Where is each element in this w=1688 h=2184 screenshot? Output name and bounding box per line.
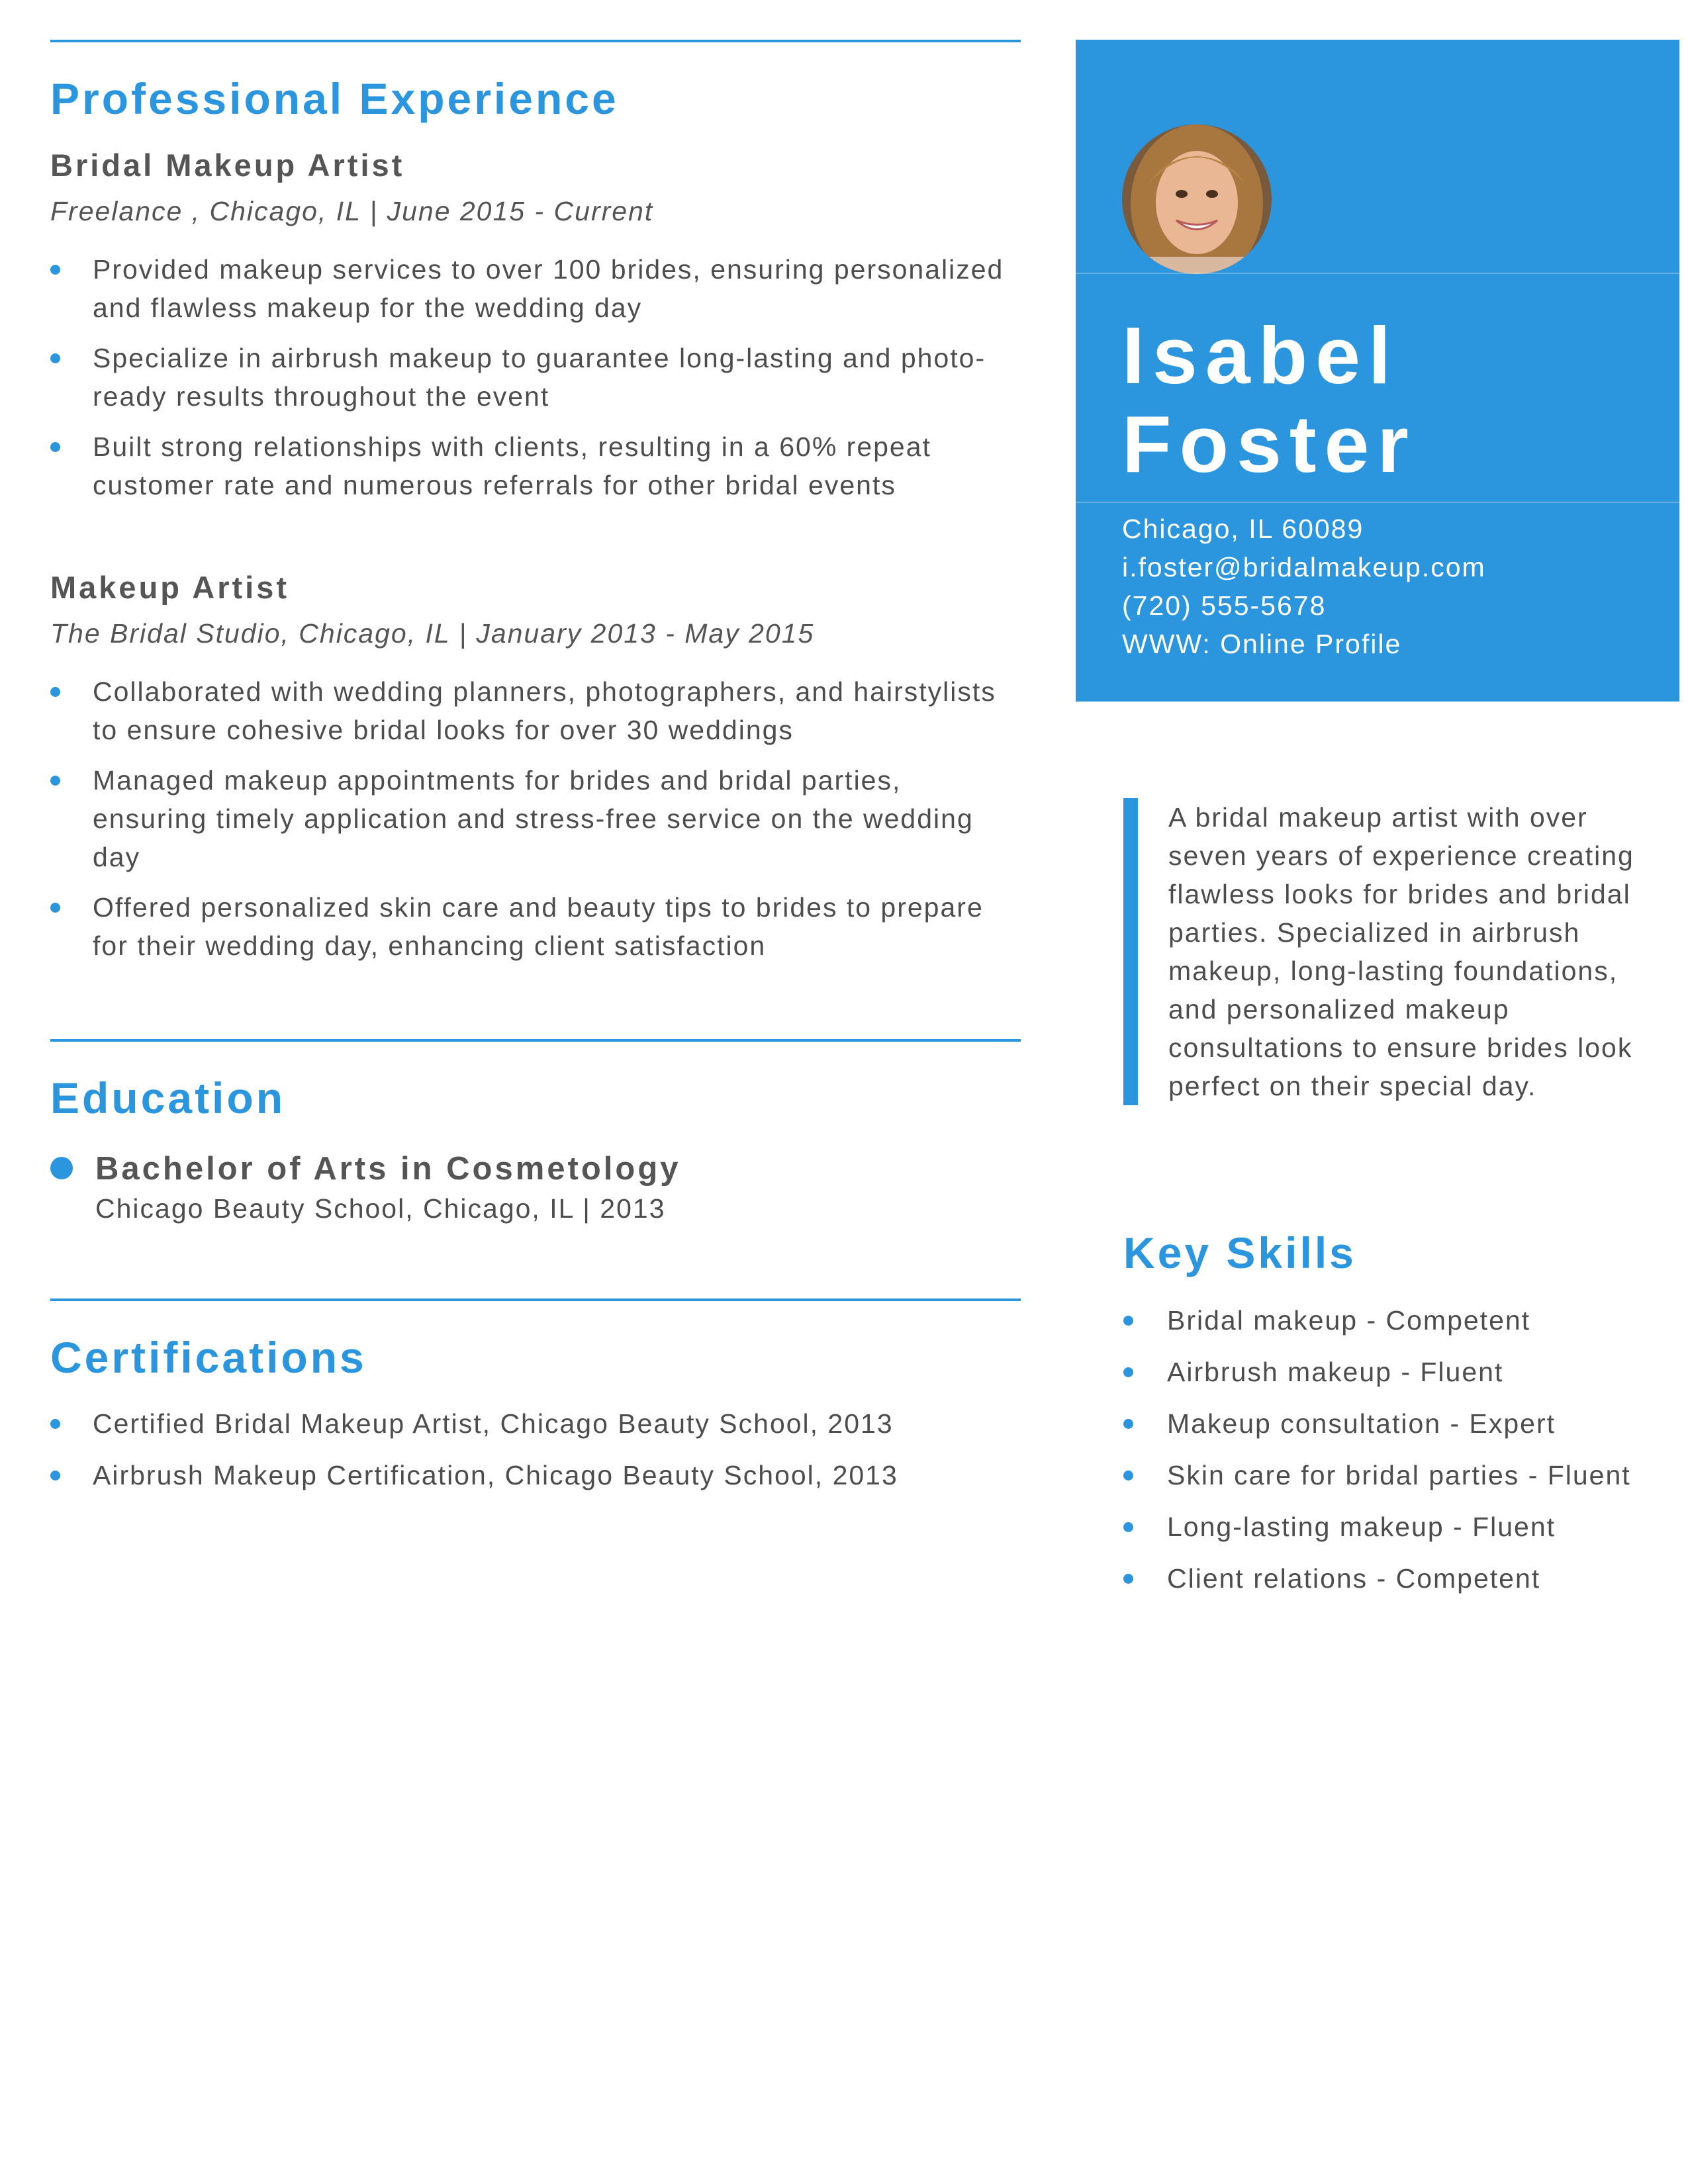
job-title: Bridal Makeup Artist — [50, 148, 405, 183]
bullet-dot-icon — [1123, 1471, 1133, 1480]
bullet-dot-icon — [1123, 1522, 1133, 1532]
panel-divider — [1076, 273, 1679, 274]
list-item: Specialize in airbrush makeup to guarantee long-lasting and photo-ready results throughout the event — [50, 339, 1021, 416]
list-item: Skin care for bridal parties - Fluent — [1123, 1456, 1640, 1494]
list-item: Provided makeup services to over 100 brides, ensuring personalized and flawless makeup for the wedding day — [50, 250, 1021, 327]
job-entry — [50, 150, 1021, 504]
bullet-dot-icon — [50, 776, 60, 786]
bullet-dot-icon — [50, 687, 60, 697]
bullet-dot-icon — [50, 442, 60, 452]
bullet-dot-icon — [50, 1419, 60, 1429]
bullet-dot-icon — [1123, 1419, 1133, 1429]
avatar — [1122, 124, 1272, 274]
list-item: Airbrush Makeup Certification, Chicago Beauty School, 2013 — [50, 1456, 1021, 1494]
main-column — [50, 40, 1021, 1494]
bullet-dot-icon — [1123, 1574, 1133, 1584]
job-title: Makeup Artist — [50, 570, 290, 605]
list-item: Airbrush makeup - Fluent — [1123, 1353, 1640, 1391]
list-item: Certified Bridal Makeup Artist, Chicago Beauty School, 2013 — [50, 1404, 1021, 1443]
panel-divider — [1076, 502, 1679, 503]
website-link[interactable]: WWW: Online Profile — [1122, 629, 1402, 659]
section-divider — [50, 40, 1021, 42]
profile-photo — [1122, 124, 1272, 274]
list-item: Collaborated with wedding planners, photographers, and hairstylists to ensure cohesive bridal looks for over 30 weddings — [50, 672, 1021, 749]
list-item: Bridal makeup - Competent — [1123, 1301, 1640, 1340]
list-item: Client relations - Competent — [1123, 1559, 1640, 1598]
bullet-dot-icon — [50, 1157, 73, 1179]
list-item: Long-lasting makeup - Fluent — [1123, 1508, 1640, 1546]
skills-heading: Key Skills — [1123, 1228, 1356, 1277]
degree: Bachelor of Arts in Cosmetology — [95, 1151, 681, 1187]
summary: A bridal makeup artist with over seven years of experience creating flawless looks for brides and bridal parties. Specialized in airbrush makeup, long-lasting foundations, and personalized makeup consultations to ensure brides look perfect on their special day. — [1123, 798, 1671, 1105]
section-divider — [50, 1298, 1021, 1301]
education-heading: Education — [50, 1073, 286, 1122]
bullet-dot-icon — [1123, 1316, 1133, 1326]
bullet-dot-icon — [50, 265, 60, 275]
job-meta: The Bridal Studio, Chicago, IL | January 2013 - May 2015 — [50, 618, 815, 649]
email-link[interactable]: i.foster@bridalmakeup.com — [1122, 552, 1486, 582]
location: Chicago, IL 60089 — [1122, 514, 1364, 544]
phone: (720) 555-5678 — [1122, 590, 1327, 621]
bullet-dot-icon — [50, 353, 60, 363]
list-item: Makeup consultation - Expert — [1123, 1404, 1640, 1443]
list-item: Offered personalized skin care and beauty tips to brides to prepare for their wedding day, enhancing client satisfaction — [50, 888, 1021, 965]
bullet-dot-icon — [1123, 1367, 1133, 1377]
job-bullets — [50, 250, 1021, 504]
certifications-heading: Certifications — [50, 1333, 367, 1382]
job-entry — [50, 572, 1021, 965]
list-item: Managed makeup appointments for brides and bridal parties, ensuring timely application and stress-free service on the wedding day — [50, 761, 1021, 876]
skills-section — [1123, 1228, 1640, 1611]
section-divider — [50, 1039, 1021, 1042]
certifications-list — [50, 1404, 1021, 1494]
job-bullets — [50, 672, 1021, 965]
job-meta: Freelance , Chicago, IL | June 2015 - Current — [50, 196, 654, 226]
bullet-dot-icon — [50, 903, 60, 913]
profile-panel — [1076, 40, 1679, 702]
experience-heading: Professional Experience — [50, 74, 619, 123]
candidate-name: Isabel Foster — [1122, 310, 1417, 489]
list-item: Built strong relationships with clients, resulting in a 60% repeat customer rate and numerous referrals for other bridal events — [50, 428, 1021, 504]
education-entry — [50, 1149, 1021, 1228]
contact-info — [1122, 510, 1486, 663]
school: Chicago Beauty School, Chicago, IL | 2013 — [95, 1193, 666, 1224]
bullet-dot-icon — [50, 1471, 60, 1480]
skills-list — [1123, 1301, 1640, 1598]
